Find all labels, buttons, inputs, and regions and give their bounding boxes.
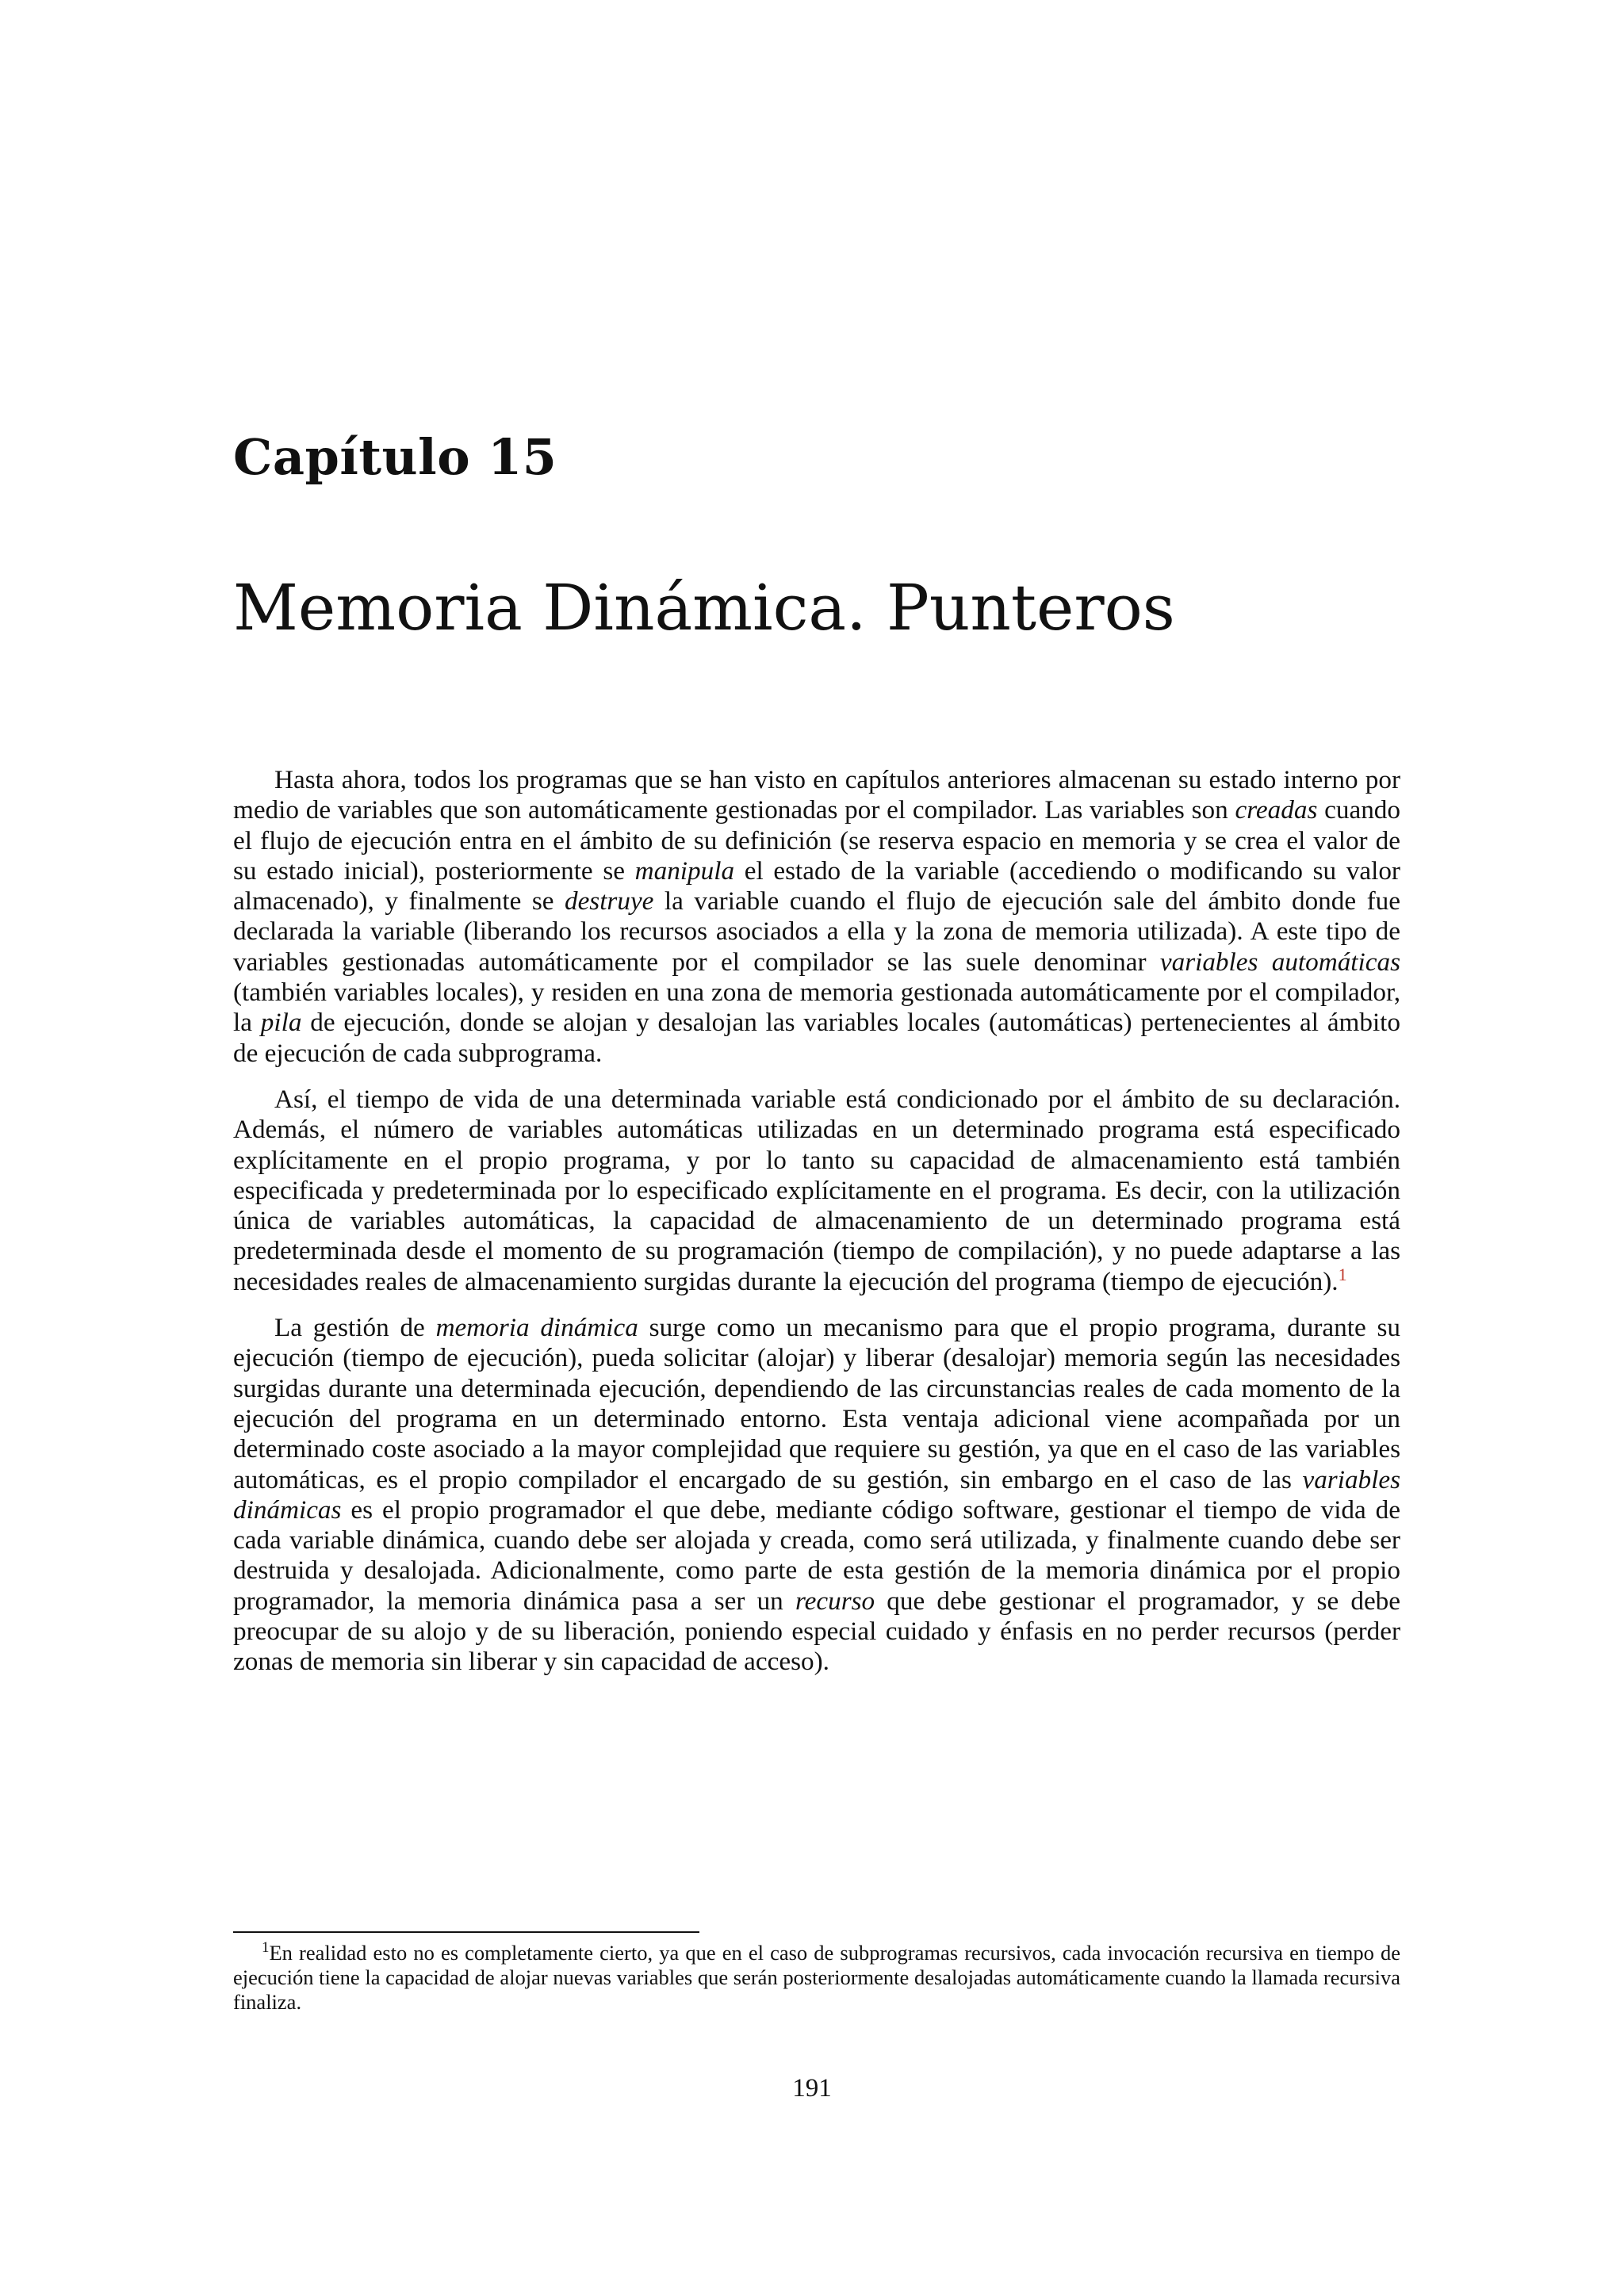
emphasized-term: memoria dinámica	[435, 1313, 638, 1343]
paragraph-text: cuando el flujo de ejecución entra en el ámbito de su definición (se reserva espacio en memoria y se crea el valor de su estado inicial), posteriormente se	[233, 795, 1400, 886]
emphasized-term: pila	[260, 1008, 302, 1038]
emphasized-term: variables automáticas	[1159, 947, 1400, 977]
paragraph-text: que debe gestionar el programador, y se debe preocupar de su alojo y de su liberación, poniendo especial cuidado y énfasis en no perder recursos (perder zonas de memoria sin liberar y sin capacidad de acceso).	[233, 1586, 1400, 1677]
paragraph-text: La gestión de	[274, 1313, 436, 1343]
paragraph-text: (también variables locales), y residen en una zona de memoria gestionada automáticamente por el compilador, la	[233, 978, 1400, 1038]
chapter-title: Memoria Dinámica. Punteros	[233, 571, 1175, 645]
chapter-number: Capítulo 15	[233, 428, 557, 486]
paragraph-text: es el propio programador el que debe, mediante código software, gestionar el tiempo de vida de cada variable dinámica, cuando debe ser alojada y creada, como será utilizada, y finalmente cuando debe ser destruida y desalojada. Adicionalmente, como parte de esta gestión de la memoria dinámica por el propio programador, la memoria dinámica pasa a ser un	[233, 1494, 1400, 1616]
paragraph-text: Así, el tiempo de vida de una determinada variable está condicionado por el ámbito de su declaración. Además, el número de variables automáticas utilizadas en un determinado programa está especificado explícitamente en el propio programa, y por lo tanto su capacidad de almacenamiento está también especificada y predeterminada por lo especificado explícitamente en el programa. Es decir, con la utilización única de variables automáticas, la capacidad de almacenamiento de un determinado programa está predeterminada desde el momento de su programación (tiempo de compilación), y no puede adaptarse a las necesidades reales de almacenamiento surgidas durante la ejecución del programa (tiempo de ejecución).	[233, 1084, 1400, 1296]
paragraph-text: de ejecución, donde se alojan y desalojan las variables locales (automáticas) pertenecientes al ámbito de ejecución de cada subprograma.	[233, 1008, 1400, 1068]
paragraph-text: Hasta ahora, todos los programas que se han visto en capítulos anteriores almacenan su estado interno por medio de variables que son automáticamente gestionadas por el compilador. Las variables son	[233, 765, 1400, 825]
emphasized-term: manipula	[634, 855, 735, 886]
footnote	[233, 1941, 1400, 2015]
body-paragraph	[233, 1313, 1400, 1678]
paragraph-text: la variable cuando el flujo de ejecución sale del ámbito donde fue declarada la variable (liberando los recursos asociados a ella y la zona de memoria utilizada). A este tipo de variables gestionadas automáticamente por el compilador se las suele denominar	[233, 886, 1400, 977]
emphasized-term: creadas	[1235, 795, 1318, 825]
body-paragraph	[233, 765, 1400, 1069]
body-paragraph	[233, 1085, 1400, 1297]
footnote-mark: 1	[262, 1939, 270, 1957]
paragraph-text: el estado de la variable (accediendo o modificando su valor almacenado), y finalmente se	[233, 855, 1400, 916]
paragraph-text: surge como un mecanismo para que el propio programa, durante su ejecución (tiempo de ejecución), pueda solicitar (alojar) y liberar (desalojar) memoria según las necesidades surgidas durante una determinada ejecución, dependiendo de las circunstancias reales de cada momento de la ejecución del programa en un determinado entorno. Esta ventaja adicional viene acompañada por un determinado coste asociado a la mayor complejidad que requiere su gestión, ya que en el caso de las variables automáticas, es el propio compilador el encargado de su gestión, sin embargo en el caso de las	[233, 1313, 1400, 1494]
footnote-divider	[233, 1931, 699, 1933]
emphasized-term: recurso	[795, 1586, 875, 1616]
chapter-body	[233, 765, 1400, 1693]
page-number: 191	[792, 2074, 832, 2103]
emphasized-term: destruye	[564, 886, 654, 916]
emphasized-term: variables dinámicas	[233, 1464, 1400, 1525]
footnote-reference-link[interactable]: 1	[1338, 1264, 1347, 1284]
footnote-text: En realidad esto no es completamente cierto, ya que en el caso de subprogramas recursivos, cada invocación recursiva en tiempo de ejecución tiene la capacidad de alojar nuevas variables que serán posteriormente desalojadas automáticamente cuando la llamada recursiva finaliza.	[233, 1941, 1400, 2014]
